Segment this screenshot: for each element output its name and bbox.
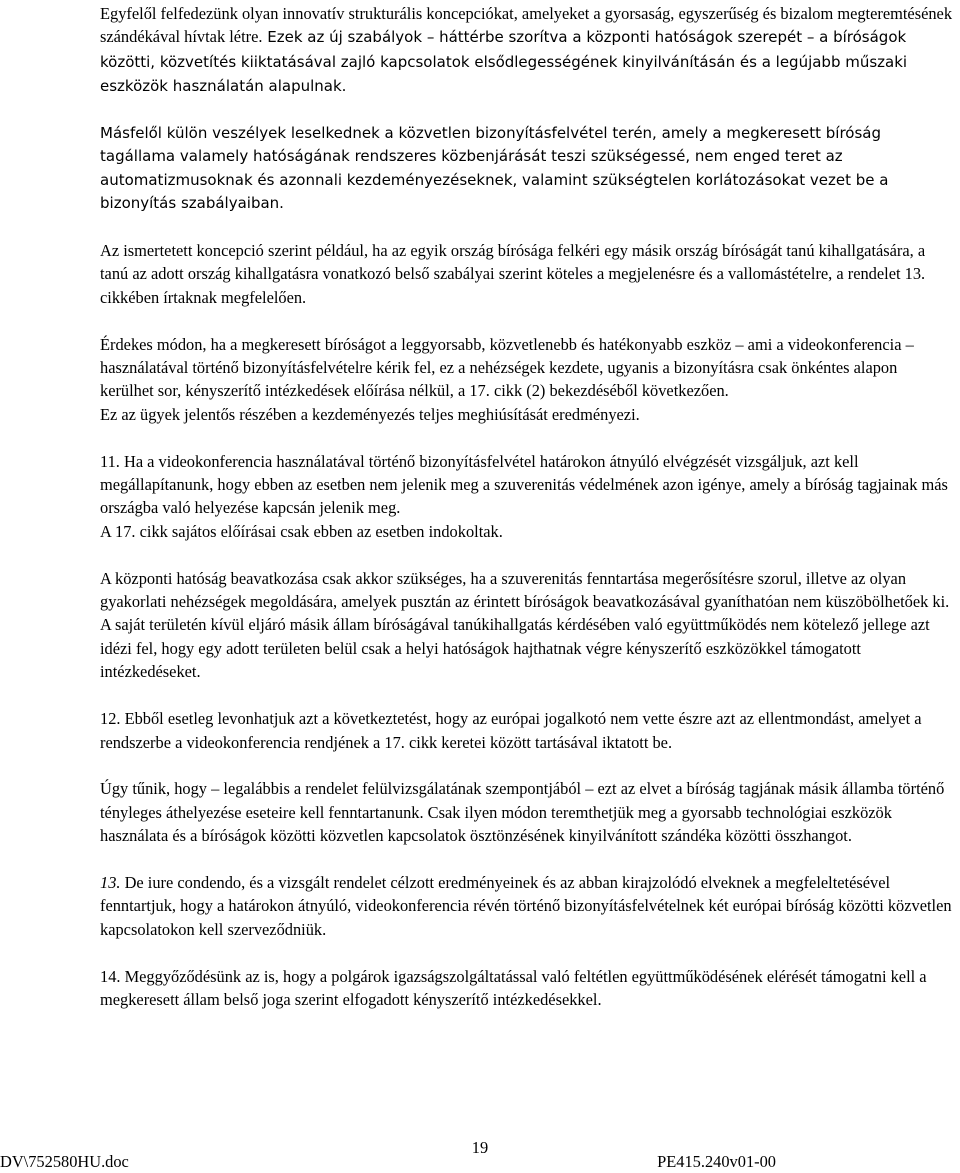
paragraph: Ez az ügyek jelentős részében a kezdeményezés teljes meghiúsítását eredményezi. bbox=[100, 404, 640, 424]
paragraph: A központi hatóság beavatkozása csak akkor szükséges, ha a szuverenitás fenntartása megerősítésre szorul, illetve az olyan gyakorlati nehézségek megoldására, amelyek pusztán az érintett bíróságok beavatkozásával gyaníthatóan nem küszöbölhetőek ki. bbox=[100, 568, 950, 612]
paragraph bbox=[100, 2, 952, 99]
paragraph: Az ismertetett koncepció szerint például, ha az egyik ország bírósága felkéri egy másik ország bíróságát tanú kihallgatására, a tanú az adott ország kihallgatásra vonatkozó belső szabályai szerint köteles a megjelenésre és a vallomástételre, a rendelet 13. cikkében írtaknak megfelelően. bbox=[100, 241, 926, 307]
paragraph: Úgy tűnik, hogy – legalábbis a rendelet felülvizsgálatának szempontjából – ezt az elvet a bíróság tagjának másik államba történő tényleges áthelyezése eseteire kell fenntartanunk. Csak ilyen módon teremthetjük meg a gyorsabb technológiai eszközök használata és a bíróságok közötti közvetlen kapcsolatok ösztönzésének kinyilvánított szándéka közötti összhangot. bbox=[100, 779, 945, 846]
document-body bbox=[100, 2, 952, 1035]
paragraph: A saját területén kívül eljáró másik állam bíróságával tanúkihallgatás kérdésében való együttműködés nem kötelező jellege azt idézi fel, hogy egy adott területen belül csak a helyi hatóságok hajthatnak végre kényszerítő eszközökkel támogatott intézkedéseket. bbox=[100, 615, 930, 682]
paragraph: A 17. cikk sajátos előírásai csak ebben az esetben indokoltak. bbox=[100, 521, 503, 541]
footer-pe-ref: PE415.240v01-00 bbox=[657, 1152, 776, 1171]
paragraph: 14. Meggyőződésünk az is, hogy a polgárok igazságszolgáltatással való feltétlen együttműködésének elérését támogatni kell a megkeresett állam belső joga szerint elfogadott kényszerítő intézkedésekkel. bbox=[100, 966, 927, 1009]
page-number: 19 bbox=[471, 1138, 489, 1157]
paragraph: Másfelől külön veszélyek leselkednek a közvetlen bizonyításfelvétel terén, amely a megkeresett bíróság tagállama valamely hatóságának rendszeres közbenjárását teszi szükségessé, nem enged teret az automatizmusoknak és azonnali kezdeményezéseknek, valamint szükségtelen korlátozásokat vezet be a bizonyítás szabályaiban. bbox=[100, 124, 889, 213]
footer-document-ref: DV\752580HU.doc bbox=[0, 1152, 129, 1171]
paragraph: Érdekes módon, ha a megkeresett bíróságot a leggyorsabb, közvetlenebb és hatékonyabb eszköz – ami a videokonferencia – használatával történő bizonyításfelvételre kérik fel, ez a nehézségek kezdete, ugyanis a bizonyításra csak önkéntes alapon kerülhet sor, kényszerítő intézkedések előírása nélkül, a 17. cikk (2) bekezdéséből következően. bbox=[100, 334, 914, 401]
paragraph: 11. Ha a videokonferencia használatával történő bizonyításfelvétel határokon átnyúló elvégzését vizsgáljuk, azt kell megállapítanunk, hogy ebben az esetben nem jelenik meg a szuverenitás védelmének azon igénye, amely a bíróság tagjainak más országba való helyezése kapcsán jelenik meg. bbox=[100, 451, 948, 518]
paragraph-number: 13. bbox=[100, 872, 121, 892]
paragraph-part: Ezek az új szabályok – háttérbe szorítva a központi hatóságok szerepét – a bíróságok közötti, közvetítés kiiktatásával zajló kapcsolatok elsődlegességének kinyilvánításán és a legújabb műszaki eszközök használatán alapulnak. bbox=[100, 28, 908, 96]
paragraph-part: Egyfelől felfedezünk olyan innovatív strukturális koncepciókat, amelyeket a gyorsaság, egyszerűség és bizalom megteremtésének szándékával hívtak létre. bbox=[100, 4, 953, 47]
paragraph bbox=[100, 871, 952, 941]
paragraph-part: De iure condendo, és a vizsgált rendelet célzott eredményeinek és az abban kirajzolódó elveknek a megfeleltetésével fenntartjuk, hogy a határokon átnyúló, videokonferencia révén történő bizonyításfelvételnek két európai bíróság közötti közvetlen kapcsolatokon kell szerveződniük. bbox=[100, 872, 952, 939]
paragraph: 12. Ebből esetleg levonhatjuk azt a következtetést, hogy az európai jogalkotó nem vette észre azt az ellentmondást, amelyet a rendszerbe a videokonferencia rendjének a 17. cikk keretei között tartásával iktatott be. bbox=[100, 709, 922, 752]
